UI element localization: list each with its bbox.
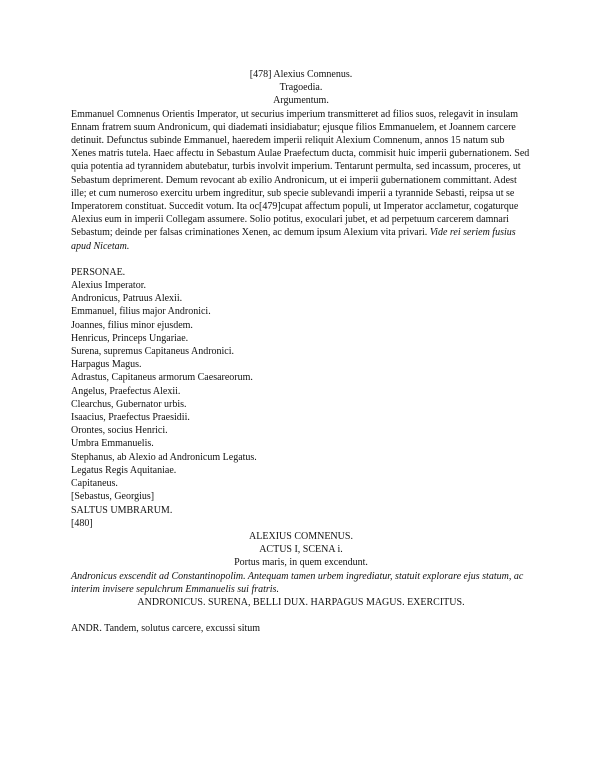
- scene-characters: ANDRONICUS. SURENA, BELLI DUX. HARPAGUS MAGUS. EXERCITUS.: [137, 596, 465, 608]
- argumentum-heading: Argumentum.: [273, 95, 329, 107]
- first-verse-line: ANDR. Tandem, solutus carcere, excussi situm: [71, 623, 261, 635]
- genre-label: Tragoedia.: [279, 82, 323, 94]
- spacer: [71, 609, 531, 622]
- persona-item: Orontes, socius Henrici.: [71, 425, 168, 437]
- persona-item: SALTUS UMBRARUM.: [71, 504, 173, 516]
- persona-item: Harpagus Magus.: [71, 359, 142, 371]
- document-body: [71, 68, 531, 635]
- persona-item: Clearchus, Gubernator urbis.: [71, 398, 187, 410]
- persona-item: Emmanuel, filius major Andronici.: [71, 306, 211, 318]
- act-scene-heading: ACTUS I, SCENA i.: [259, 544, 343, 556]
- persona-item: Adrastus, Capitaneus armorum Caesareorum.: [71, 372, 253, 384]
- persona-item: [Sebastus, Georgius]: [71, 491, 155, 503]
- persona-item: Legatus Regis Aquitaniae.: [71, 464, 177, 476]
- scene-location: Portus maris, in quem excendunt.: [234, 557, 368, 569]
- argumentum-text: Emmanuel Comnenus Orientis Imperator, ut securius imperium transmitteret ad filios suos, relegavit in insulam Ennam fratrem suum Andronicum, qui diademati insidiabatur; ejusque filios Emmanuelem, et Joannem carcere detinuit. Defunctus subinde Emmanuel, haeredem imperii reliquit Alexium Comnenum, annos 15 natum sub Xenes matris tutela. Haec affectu in Sebastum Aulae Praefectum ducta, commisit huic imperii gubernationem. Sed quia potentia ad tyrannidem abutebatur, turbis involvit imperium. Tentarunt permulta, sed incassum, proceres, ut Sebastum deprimerent. Demum revocant ab exilio Andronicum, ut ei imperii gubernationem committant. Adest ille; et cum numeroso exercitu urbem ingreditur, sub specie sublevandi imperii a tyrannide Sebasti, reipsa ut se Imperatorem constituat. Succedit votum. Ita oc[479]cupat affectum populi, ut Imperator acclametur, cogaturque Alexius eum in imperii Collegam assumere. Solio potitus, exoculari jubet, et ad perpetuum carcerem damnari Sebastum; deinde per falsas criminationes Xenen, ac demum ipsum Alexium vita privari.: [71, 108, 530, 239]
- page-number-marker: [480]: [71, 517, 93, 529]
- persona-item: Andronicus, Patruus Alexii.: [71, 293, 183, 305]
- persona-item: Alexius Imperator.: [71, 280, 146, 292]
- persona-item: Isaacius, Praefectus Praesidii.: [71, 412, 190, 424]
- persona-item: Joannes, filius minor ejusdem.: [71, 319, 193, 331]
- page-header-title: [478] Alexius Comnenus.: [249, 69, 353, 80]
- argumentum-paragraph: [71, 108, 531, 253]
- argumentum-note: Vide rei seriem fusius apud Nicetam.: [71, 227, 516, 252]
- persona-item: Henricus, Princeps Ungariae.: [71, 332, 189, 344]
- persona-item: Stephanus, ab Alexio ad Andronicum Legatus.: [71, 451, 257, 463]
- persona-item: Surena, supremus Capitaneus Andronici.: [71, 346, 235, 358]
- spacer: [71, 253, 531, 266]
- stage-direction: Andronicus exscendit ad Constantinopolim. Antequam tamen urbem ingrediatur, statuit explorare ejus statum, ac interim invisere sepulchrum Emmanuelis sui fratris.: [71, 570, 524, 595]
- persona-item: Angelus, Praefectus Alexii.: [71, 385, 181, 397]
- personae-list: [71, 279, 531, 530]
- persona-item: Umbra Emmanuelis.: [71, 438, 154, 450]
- play-title: ALEXIUS COMNENUS.: [249, 530, 353, 542]
- personae-heading: PERSONAE.: [71, 266, 126, 278]
- persona-item: Capitaneus.: [71, 478, 118, 490]
